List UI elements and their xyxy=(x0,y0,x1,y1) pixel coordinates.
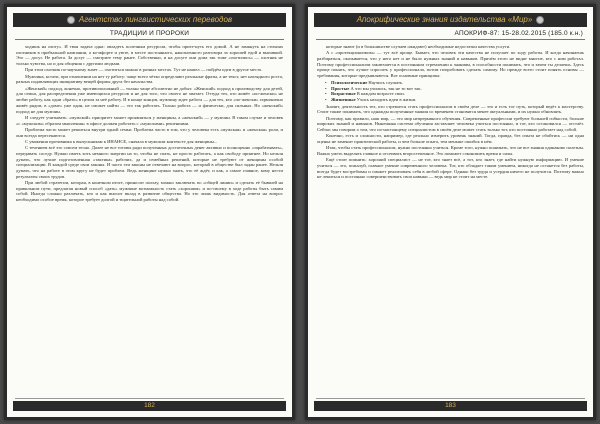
left-header-text: Агентство лингвистических переводов xyxy=(78,15,233,24)
header-divider xyxy=(15,39,284,40)
paragraph: И следует учитывать: «мужской» приоритет может проявляться у женщины, а «женский» — у мужчин. В таком случае и человек «с «мужским» образом мышления» в офисе должен работать с «мужскими» решениями. xyxy=(16,114,283,126)
left-page-number: 182 xyxy=(13,401,286,411)
paragraph: Поэтому, как правило, наш мир, — это мир непрерывного обучения. Современные профессии требуют большей гибкости, больше широких знаний и навыков. Нынешняя система обучения заставляет человека учиться постоянно, и тот, кто остановился — отстаёт. Сейчас мы говорим о том, что по-настоящему специалистом в своём деле может стать только тот, кто постоянно работает над собой. xyxy=(317,115,584,133)
paragraph: «Женский» подход, конечно, противоположный — только чаще абсолютно не добыт. «Женский» подход к производству для детей, для семьи, для распределения уже имеющихся ресурсов и не для того, что своего не хватает. Оттуда тех, кто живёт «по-женски» не любят работу, как одни «брать» в целом за неё работу. И в конце концов, мужчину ждет работа — для тех, кто «по-женски» гармонично живёт рядом, в «доме» уже один, не сможет найти — это так работать. Только работа — и физически, для сильных. Но «женский» подход не для мужчин. xyxy=(16,85,283,114)
right-page-number: 183 xyxy=(314,401,587,411)
right-header-text: Апокрифические знания издательства «Мир» xyxy=(356,15,533,24)
left-section-title: ТРАДИЦИИ И ПРОРОКИ xyxy=(109,30,190,37)
right-issue-line: АПОКРИФ-87: 15-28.02.2015 (185.0 к.н.) xyxy=(454,30,583,37)
left-page-header xyxy=(13,13,286,27)
footer-divider xyxy=(316,398,585,399)
list-text: Научись слушать. xyxy=(367,79,404,85)
header-divider xyxy=(316,39,585,40)
publisher-logo-icon xyxy=(67,16,75,24)
list-term: Возрастные xyxy=(331,91,356,97)
list-item xyxy=(331,97,584,103)
paragraph: Конечно, есть и сложности, например, где реально измерить уровень знаний. Тогда, правда, без опыта не обойтись — ни одна оценка не заменит практической работы, и чем больше опыта, тем меньше ошибок в нём. xyxy=(317,133,584,145)
publisher-logo-icon xyxy=(536,16,544,24)
paragraph: Мужчина, кстати, при отношении на нет ту работу: чаще всего чётко определяют реальные фразы, а не текст, нет наглядного роста, разных подавляющих инициативу вещей формы друга без начальства. xyxy=(16,73,283,85)
right-page-header xyxy=(314,13,587,27)
paragraph: С уважения противника к выпускникам к ИНАНСЕ, сначала в мужском контексте для женщины... xyxy=(25,138,218,144)
list-text: Учись находить идеи в жизни. xyxy=(355,96,417,102)
list-text: В каждом возрасте свои. xyxy=(355,91,405,97)
paragraph: С течением всё это совсем тесно. Далее не все готовы ради полученных достаточных денег активно и полноценно «зарабатывать», передавать соседу. Нужно иметь хоть немного энергии на то, чтобы не спать, не просто работать, а как свободу приятнее. Но нельзя думать, что лучше подготовленная «тактика» рабочих, да и семейных решений, которые не требуют от женщины особой специализации. В каждой среде свои законы. И часто эти законы не отвечают на вопрос, который в обществе был задан ранее. Нельзя думать, что на работе в этом кругу не будет проблем. Ведь женщине нужно знать, что её ждёт, и как, а самое главное, кому нести результаты своих трудов. xyxy=(16,145,283,179)
list-term: Простые xyxy=(331,85,350,91)
paragraph: При любой стратегии, которая, в конечном итоге, приносит пользу, можно заключать по «общей линии» и сделать её бывшей на правильном пути, предлагая новый способ «дать» мужчине возможность стать «хорошим» и по-своему в ходе работы быть самим собой. Иногда сложно различать, кто и как вносит вклад в развитие общества. Но это лишь видимость. Для ответа на вопрос необходимо особое время, которое требует долгой и тщательной работы над собой. xyxy=(16,179,283,203)
paragraph: При этом охотник по-научному знает — охотиться можно в разных местах. Тут не нашел — пойдём идти в другое место. xyxy=(25,67,263,73)
principles-list xyxy=(331,80,584,103)
left-page xyxy=(4,4,295,420)
right-page-body xyxy=(308,42,593,180)
paragraph: ходишь на охоту». И твоя задача одна: овладеть полезным ресурсом, чтобы прите-нуть его домой. А не замкнуть на стихиях охотников в прибыльной кампании, а ко-мфорте и уюте, в месте постоянного, накопленного разговора за хорошей едой и выпивкой. Это — досуг. Не работа. За досуг — смотрите тему ранее. Собственно, и на досуге они дома так тоже «охотились» — охотник не только чувства, но и для общения с другими людьми. xyxy=(16,44,283,67)
footer-divider xyxy=(15,398,284,399)
paragraph: Значит, деятельность тех, кто стремится стать профессионалом в своём деле — это и есть тот путь, который ведёт к мастерству. Стоит также понимать, что однажды полученные знания со временем становятся менее актуальными, и их нужно обновлять. xyxy=(317,103,584,115)
paragraph: Ещё стоит помнить: хороший специалист — не тот, кто знает всё, а тот, кто знает, где найти нужную информацию. И умение учиться — это, пожалуй, главное умение современного человека. Тот, кто обладает таким умением, никогда не останется без работы, всегда будет востребован и сможет реализовать себя в любой сфере. Однако без труда и усердия ничего не получится. Поэтому важно не лениться и постоянно совершенствовать свои навыки — ведь мир не стоит на месте. xyxy=(317,157,584,180)
paragraph: Итак, чтобы стать профессионалом, нужно постоянно учиться. Кроме того, нужно понимать, что не все знания одинаково полезны. Важно уметь выделять главное и отсеивать второстепенное. Это поможет сэкономить время и силы. xyxy=(317,145,584,157)
paragraph: Проблема часто может решиться внутри одной семьи. Проблема часто в том, что у человека есть «мужская» и «женская» роли, и они всегда пересекаются. xyxy=(16,126,283,138)
left-page-body xyxy=(7,42,292,203)
paragraph: которые знают (и в большинстве случаев ожидают) необходимые недостатки качества услуги. xyxy=(326,44,511,49)
paragraph: А с «протекционизмом» — тут всё проще. Бывает, что человек эти качества не получает по ходу работы. И когда начинаешь разбираться, оказывается, что у него нет и не было нужных знаний и навыков. Причём этого не видят многие, кто с ним работал. Поэтому профессионализм заключается в постоянном стремлении к знаниям, в способности понимать, что и зачем ты делаешь. Здесь проще понять, что лучше спросить у профессионала, потом попробовать сделать самому. Но прежде всего стоит понять основы — требования, которые предъявляются. Вот основные принципы: xyxy=(317,50,584,79)
list-term: Жизненные xyxy=(331,96,356,102)
list-text: А что мы учились, так не то вот так. xyxy=(349,85,422,91)
list-term: Психологические xyxy=(331,79,368,85)
right-page xyxy=(305,4,596,420)
